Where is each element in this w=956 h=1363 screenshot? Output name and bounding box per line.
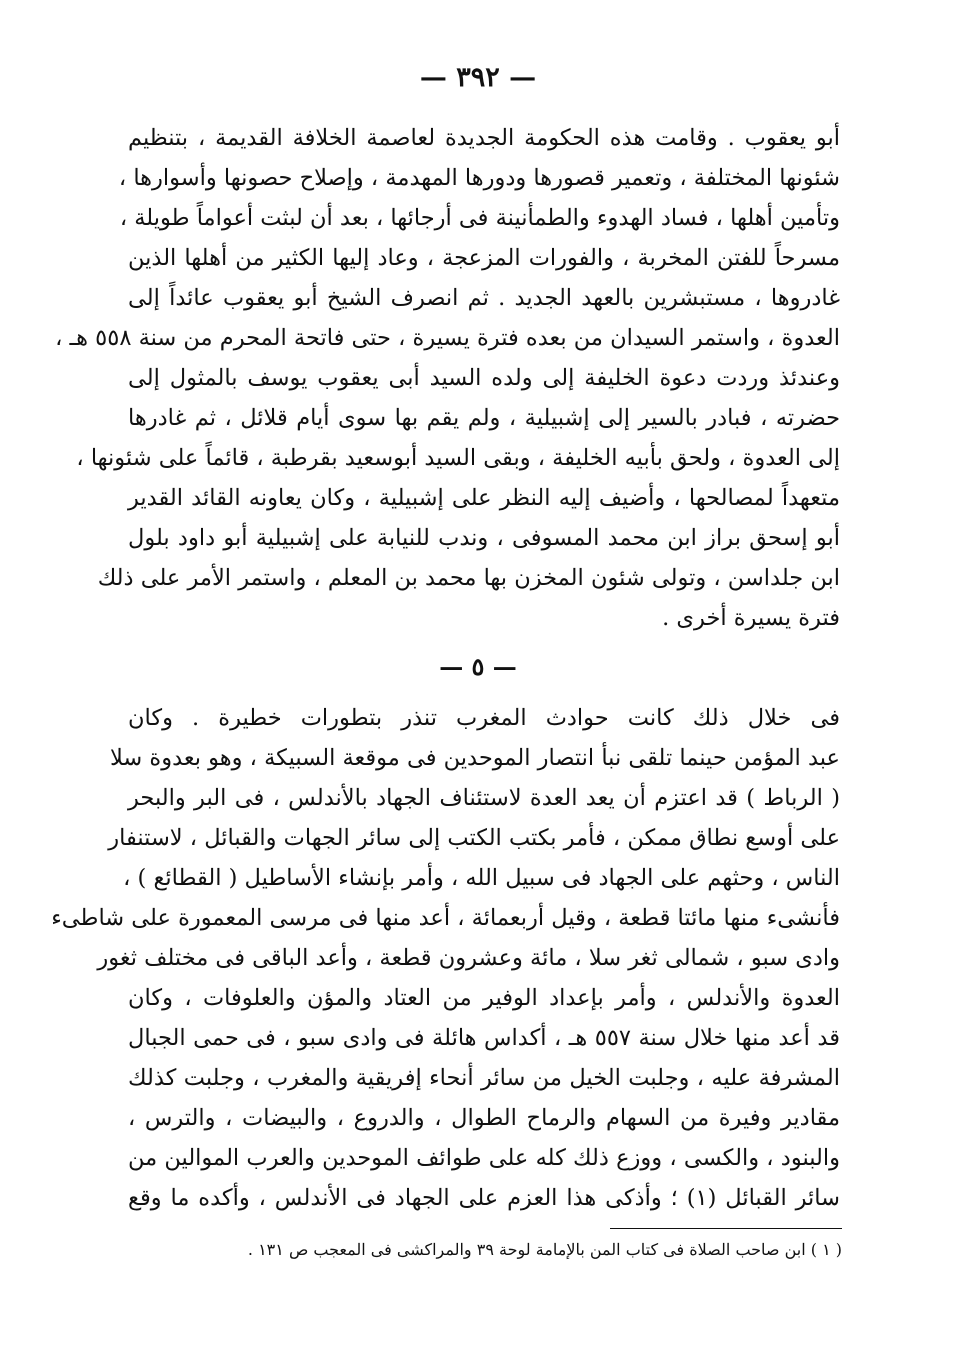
text-line: المشرفة عليه ، وجلبت الخيل من سائر أنحاء إفريقية والمغرب ، وجلبت كذلك: [128, 1065, 840, 1091]
text-line: وعندئذ وردت دعوة الخليفة إلى ولده السيد أبى يعقوب يوسف بالمثول إلى: [128, 365, 840, 391]
section-number: — ٥ —: [439, 652, 517, 681]
text-line: ( الرباط ) قد اعتزم أن يعد العدة لاستئناف الجهاد بالأندلس ، فى البر والبحر: [128, 785, 840, 811]
text-line: فأنشىء منها مائتا قطعة ، وقيل أربعمائة ، أعد منها فى مرسى المعمورة على شاطىء: [51, 905, 840, 931]
text-line: قد أعد منها خلال سنة ٥٥٧ هـ ، أكداس هائلة فى وادى سبو ، فى حمى الجبال: [128, 1025, 840, 1051]
text-line: وتأمين أهلها ، فساد الهدوء والطمأنينة فى أرجائها ، بعد أن لبثت أعواماً طويلة ،: [119, 205, 840, 231]
text-line: ابن جلداسن ، وتولى شئون المخزن بها محمد بن المعلم ، واستمر الأمر على ذلك: [97, 565, 840, 591]
page-number: — ٣٩٢ —: [419, 62, 537, 93]
text-line: شئونها المختلفة ، وتعمير قصورها ودورها المهدمة ، وإصلاح حصونها وأسوارها ،: [118, 165, 840, 191]
text-line: العدوة والأندلس ، وأمر بإعداد الوفير من العتاد والمؤن والعلوفات ، وكان: [128, 985, 840, 1011]
text-line: أبو يعقوب . وقامت هذه الحكومة الجديدة لعاصمة الخلافة القديمة ، بتنظيم: [128, 125, 840, 151]
text-line: إلى العدوة ، ولحق بأبيه الخليفة ، وبقى السيد أبوسعيد بقرطبة ، قائماً على شئونها ،: [76, 445, 840, 471]
paragraph-2: [51, 698, 840, 1218]
text-line: على أوسع نطاق ممكن ، فأمر بكتب الكتب إلى سائر الجهات والقبائل ، لاستنفار: [108, 825, 840, 851]
text-line: غادروها ، مستبشرين بالعهد الجديد . ثم انصرف الشيخ أبو يعقوب عائداً إلى: [128, 285, 840, 311]
text-line: الناس ، وحثهم على الجهاد فى سبيل الله ، وأمر بإنشاء الأساطيل ( القطائع ) ،: [123, 865, 840, 891]
text-line: عبد المؤمن حينما تلقى نبأ انتصار الموحدين فى موقعة السبيكة ، وهو بعدوة سلا: [110, 745, 840, 771]
text-line: وادى سبو ، شمالى ثغر سلا ، مائة وعشرون قطعة ، وأعد الباقى فى مختلف ثغور: [97, 945, 840, 971]
text-line: مقادير وفيرة من السهام والرماح الطوال ، والدروع ، والبيضات ، والترس ،: [128, 1105, 840, 1131]
text-line: أبو إسحق براز ابن محمد المسوفى ، وندب للنيابة على إشبيلية أبو داود بلول: [128, 525, 840, 551]
text-line: مسرحاً للفتن المخربة ، والفورات المزعجة ، وعاد إليها الكثير من أهلها الذين: [128, 245, 840, 271]
text-line: فترة يسيرة أخرى .: [662, 605, 840, 631]
text-line: متعهداً لمصالحها ، وأضيف إليه النظر على إشبيلية ، وكان يعاونه القائد القدير: [128, 485, 840, 511]
text-line: فى خلال ذلك كانت حوادث المغرب تنذر بتطورات خطيرة . وكان: [128, 705, 840, 731]
footnote: ( ١ ) ابن صاحب الصلاة فى كتاب المن بالإمامة لوحة ٣٩ والمراكشى فى المعجب ص ١٣١ .: [247, 1240, 842, 1259]
text-line: سائر القبائل (١) ؛ وأذكى هذا العزم على الجهاد فى الأندلس ، وأكده ما وقع: [128, 1185, 840, 1211]
text-line: العدوة ، واستمر السيدان من بعده فترة يسيرة ، حتى فاتحة المحرم من سنة ٥٥٨ هـ ،: [55, 325, 840, 351]
footnote-divider: [610, 1228, 842, 1229]
text-line: والبنود ، والكسى ، ووزع ذلك كله على طوائف الموحدين والعرب الموالين من: [128, 1145, 840, 1171]
text-line: حضرته ، فبادر بالسير إلى إشبيلية ، ولم يقم بها سوى أيام قلائل ، ثم غادرها: [128, 405, 840, 431]
paragraph-1: [55, 118, 840, 638]
